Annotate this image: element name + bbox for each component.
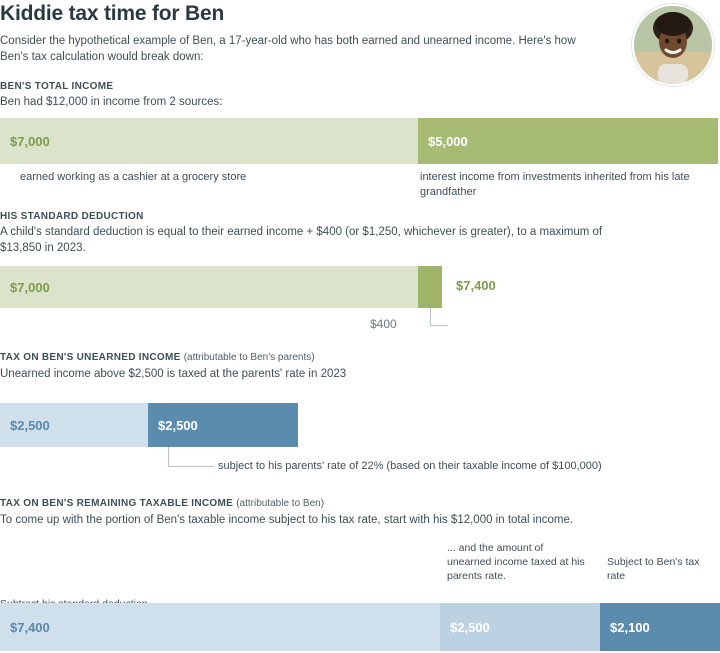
ben-portrait-avatar <box>632 4 714 86</box>
bar-value: $2,500 <box>158 417 198 433</box>
bar-deduction-extra-400 <box>418 266 442 308</box>
bar-value: $7,000 <box>10 133 50 149</box>
bar-unearned-taxed-at-parents-rate <box>148 403 298 447</box>
caption-subject-to-bens-rate: Subject to Ben's tax rate <box>607 556 700 582</box>
section-3-note: Unearned income above $2,500 is taxed at the parents' rate in 2023 <box>0 368 347 380</box>
label-extra-400: $400 <box>370 317 397 331</box>
deduction-total-value: $7,400 <box>456 278 496 293</box>
bar-unearned-threshold <box>0 403 148 447</box>
section-3-label-main: TAX ON BEN'S UNEARNED INCOME <box>0 352 181 363</box>
bar-deduction-earned <box>0 266 418 308</box>
bar-remaining-bens-rate <box>600 603 720 651</box>
section-3-label <box>0 352 315 363</box>
bar-remaining-unearned <box>440 603 600 651</box>
section-2-note: A child's standard deduction is equal to their earned income + $400 (or $1,250, whichever is greater), to a maximum of $13,850 in 2023. <box>0 226 603 254</box>
section-3-label-sub: (attributable to Ben's parents) <box>183 352 315 363</box>
bar-remaining-deduction <box>0 603 440 651</box>
bar-value: $2,500 <box>10 417 50 433</box>
caption-parents-rate: subject to his parents' rate of 22% (based on their taxable income of $100,000) <box>218 460 602 472</box>
section-1-note: Ben had $12,000 in income from 2 sources: <box>0 96 223 108</box>
section-2-label: HIS STANDARD DEDUCTION <box>0 211 144 222</box>
section-4-label-main: TAX ON BEN'S REMAINING TAXABLE INCOME <box>0 498 234 509</box>
bar-value: $7,400 <box>10 619 50 635</box>
leader-line-parents-rate <box>168 447 214 467</box>
caption-earned-income: earned working as a cashier at a grocery store <box>20 171 247 183</box>
bar-value: $5,000 <box>428 133 468 149</box>
section-1-label: BEN'S TOTAL INCOME <box>0 81 114 92</box>
caption-unearned-at-parents-rate: ... and the amount of unearned income taxed at his parents rate. <box>447 542 585 582</box>
intro-text: Consider the hypothetical example of Ben, a 17-year-old who has both earned and unearned income. Here's how Ben's tax calculation would break down: <box>0 35 576 63</box>
bar-value: $2,100 <box>610 619 650 635</box>
bar-value: $2,500 <box>450 619 490 635</box>
section-4-label-sub: (attributable to Ben) <box>236 498 325 509</box>
leader-line-400 <box>418 308 448 326</box>
ben-portrait-icon <box>634 6 712 84</box>
bar-total-income-unearned <box>418 118 718 164</box>
caption-unearned-income: interest income from investments inherited from his late grandfather <box>420 171 690 198</box>
section-4-note: To come up with the portion of Ben's taxable income subject to his tax rate, start with his $12,000 in total income. <box>0 514 574 526</box>
bar-value: $7,000 <box>10 279 50 295</box>
section-4-label <box>0 498 324 509</box>
page-title: Kiddie tax time for Ben <box>0 2 225 25</box>
bar-total-income-earned <box>0 118 418 164</box>
